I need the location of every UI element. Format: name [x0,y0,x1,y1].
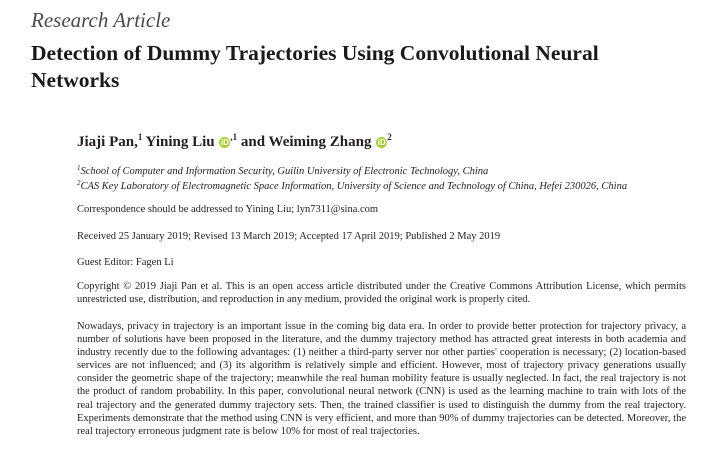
publication-dates: Received 25 January 2019; Revised 13 March 2019; Accepted 17 April 2019; Published 2 May 2019 [77,231,501,242]
affiliation-mark: 1 [77,164,81,172]
paper-title: Detection of Dummy Trajectories Using Convolutional Neural Networks [31,41,599,92]
author-name: Yining Liu [145,134,215,150]
affiliation-1 [77,164,488,177]
author-affiliation-mark: 1 [137,132,143,142]
author-name: Jiaji Pan, [77,134,138,150]
guest-editor: Guest Editor: Fagen Li [77,257,174,268]
author-list [77,132,392,151]
copyright-notice: Copyright © 2019 Jiaji Pan et al. This is an open access article distributed under the Creative Commons Attribution License, which permits unrestricted use, distribution, and reproduction in any medium, provided the original work is properly cited. [77,281,686,306]
author-affiliation-mark: ,1 [230,132,238,142]
abstract: Nowadays, privacy in trajectory is an important issue in the coming big data era. In order to provide better protection for trajectory privacy, a number of solutions have been proposed in the literature, and the dummy trajectory method has attracted great interests in both academia and industry recently due to the following advantages: (1) neither a third-party server nor other parties' cooperation is necessary; (2) location-based services are not influenced; and (3) its algorithm is relatively simple and efficient. However, most of trajectory privacy generations usually consider the geometric shape of the trajectory; meanwhile the real human mobility feature is usually neglected. In fact, the real trajectory is not the product of random probability. In this paper, convolutional neural network (CNN) is used as the learning machine to train with lots of the real trajectory and the generated dummy trajectory sets. Then, the trained classifier is used to distinguish the dummy from the real trajectory. Experiments demonstrate that the method using CNN is very efficient, and more than 90% of dummy trajectories can be detected. Moreover, the real trajectory erroneous judgment rate is below 10% for most of real trajectories. [77,321,686,437]
orcid-icon[interactable]: iD [220,138,229,147]
author-name: and Weiming Zhang [240,134,372,150]
orcid-icon[interactable]: iD [377,138,386,147]
affiliation-2 [77,179,627,192]
affiliation-text: CAS Key Laboratory of Electromagnetic Space Information, University of Science and Technology of China, Hefei 230026, China [80,181,628,192]
author-affiliation-mark: 2 [387,132,392,142]
affiliation-text: School of Computer and Information Security, Guilin University of Electronic Technology, China [80,166,489,177]
correspondence: Correspondence should be addressed to Yining Liu; lyn7311@sina.com [77,204,379,215]
affiliation-mark: 2 [77,179,81,187]
article-type-label: Research Article [31,8,171,32]
